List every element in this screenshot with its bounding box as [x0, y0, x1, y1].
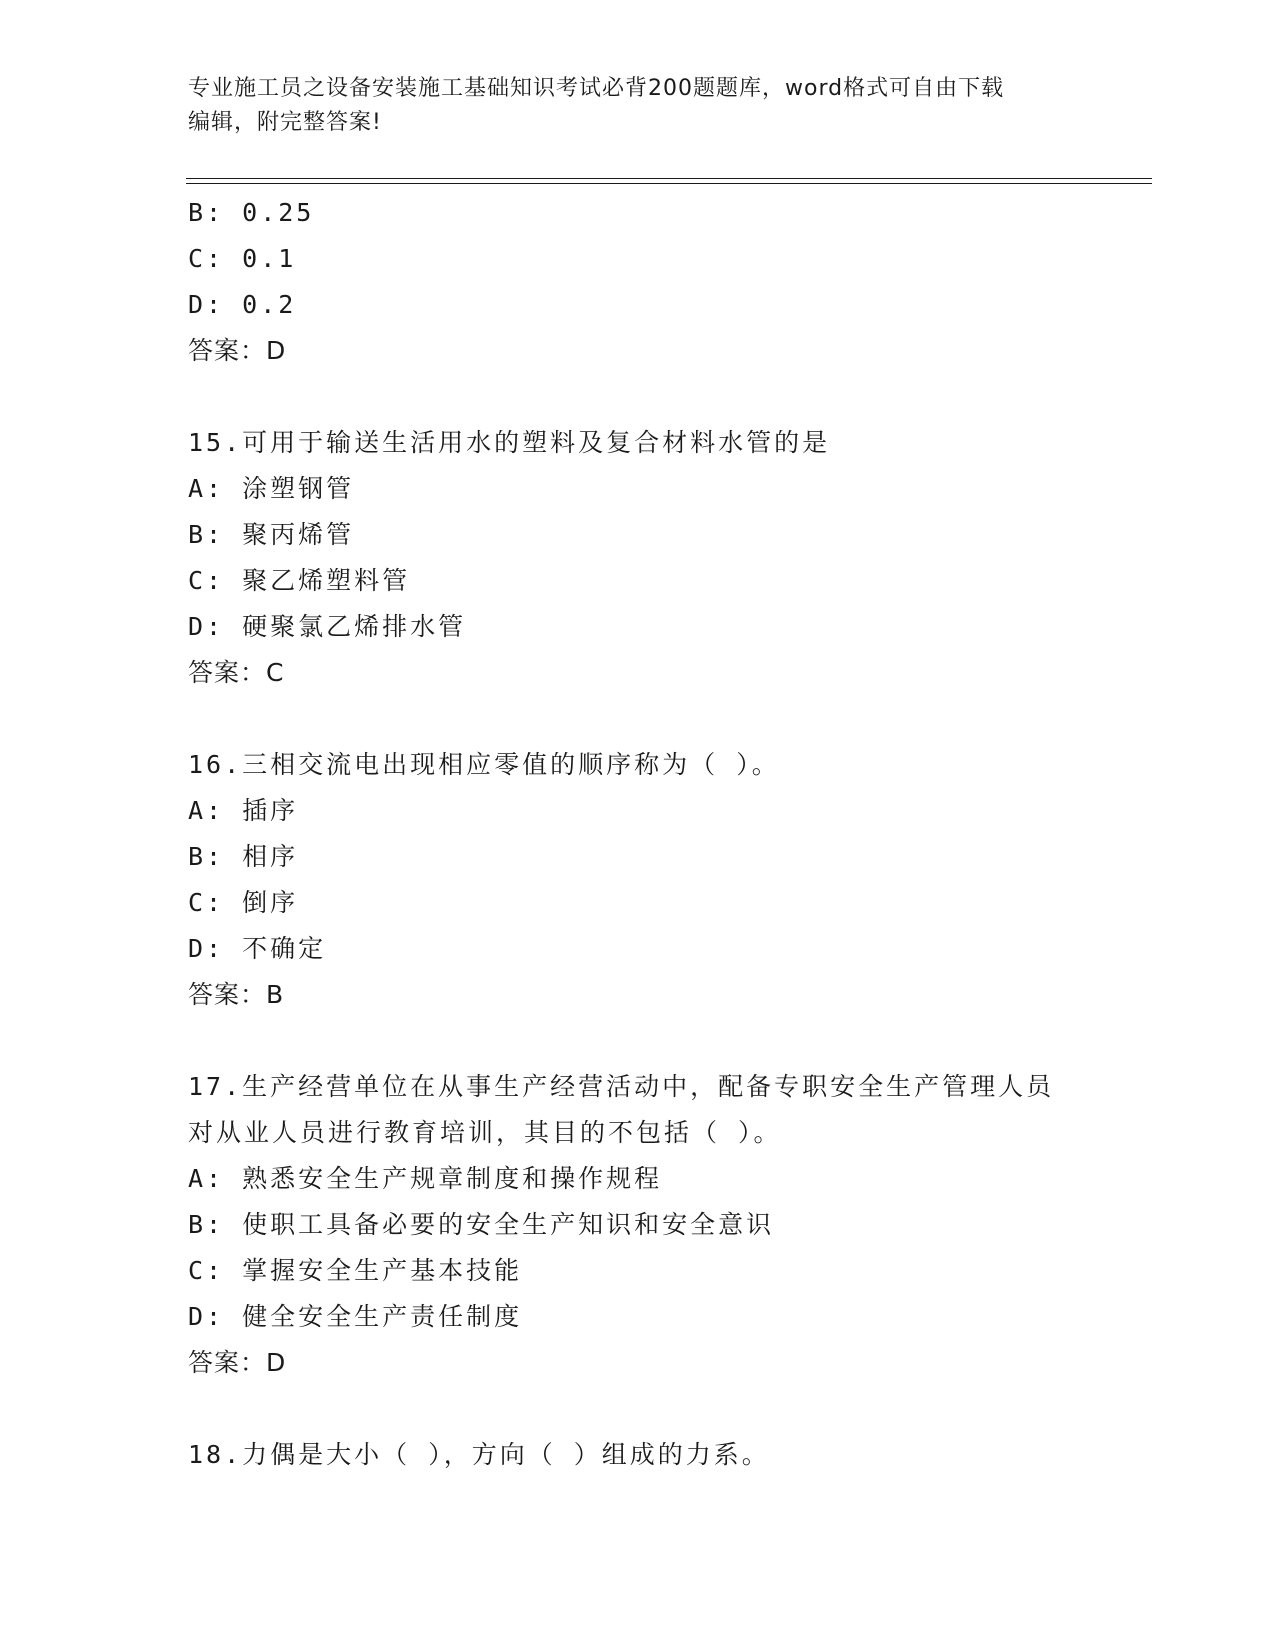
question-stem: 16.三相交流电出现相应零值的顺序称为（ ）。 [188, 750, 780, 779]
question-15 [188, 420, 1148, 696]
option-a: A: 熟悉安全生产规章制度和操作规程 [188, 1164, 663, 1193]
option-b: B: 聚丙烯管 [188, 520, 355, 549]
spacer [188, 1018, 1148, 1064]
option-d: D: 健全安全生产责任制度 [188, 1302, 523, 1331]
header-title-line-2: 编辑，附完整答案! [188, 110, 382, 135]
answer-line: 答案：D [188, 1348, 287, 1377]
option-b: B: 相序 [188, 842, 299, 871]
question-stem-line-2: 对从业人员进行教育培训，其目的不包括（ ）。 [188, 1118, 782, 1147]
question-17 [188, 1064, 1148, 1386]
question-18 [188, 1432, 1148, 1478]
option-a: A: 涂塑钢管 [188, 474, 355, 503]
option-d: D: 硬聚氯乙烯排水管 [188, 612, 467, 641]
question-stem: 15.可用于输送生活用水的塑料及复合材料水管的是 [188, 428, 831, 457]
answer-line: 答案：B [188, 980, 285, 1009]
option-b: B: 0.25 [188, 198, 315, 227]
question-stem: 18.力偶是大小（ ），方向（ ）组成的力系。 [188, 1440, 770, 1469]
answer-line: 答案：C [188, 658, 285, 687]
option-c: C: 掌握安全生产基本技能 [188, 1256, 523, 1285]
option-c: C: 聚乙烯塑料管 [188, 566, 411, 595]
option-a: A: 插序 [188, 796, 299, 825]
spacer [188, 1386, 1148, 1432]
option-d: D: 0.2 [188, 290, 297, 319]
question-14-continued [188, 190, 1148, 374]
header-divider [186, 178, 1152, 184]
question-16 [188, 742, 1148, 1018]
option-c: C: 0.1 [188, 244, 297, 273]
option-c: C: 倒序 [188, 888, 299, 917]
document-header [188, 72, 1088, 140]
option-d: D: 不确定 [188, 934, 327, 963]
option-b: B: 使职工具备必要的安全生产知识和安全意识 [188, 1210, 775, 1239]
spacer [188, 374, 1148, 420]
header-title-line-1: 专业施工员之设备安装施工基础知识考试必背200题题库，word格式可自由下载 [188, 76, 1005, 101]
question-stem-line-1: 17.生产经营单位在从事生产经营活动中，配备专职安全生产管理人员 [188, 1072, 1055, 1101]
document-body [188, 190, 1148, 1478]
spacer [188, 696, 1148, 742]
answer-line: 答案：D [188, 336, 287, 365]
